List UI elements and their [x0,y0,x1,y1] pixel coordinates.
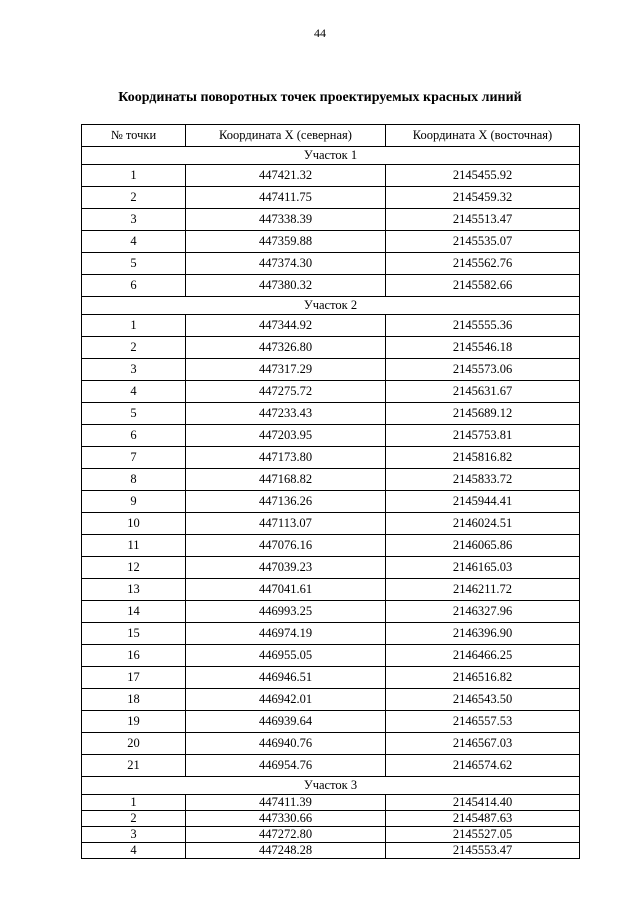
table-row [82,645,580,667]
table-row [82,733,580,755]
point-number-cell: 19 [82,711,186,733]
east-coordinate-cell: 2146327.96 [386,601,580,623]
east-coordinate-cell: 2146516.82 [386,667,580,689]
east-coordinate-cell: 2145689.12 [386,403,580,425]
point-number-cell: 2 [82,187,186,209]
north-coordinate-cell: 447041.61 [186,579,386,601]
north-coordinate-cell: 447113.07 [186,513,386,535]
section-header-row [82,147,580,165]
east-coordinate-cell: 2146396.90 [386,623,580,645]
north-coordinate-cell: 446974.19 [186,623,386,645]
point-number-cell: 1 [82,795,186,811]
east-coordinate-cell: 2145562.76 [386,253,580,275]
point-number-cell: 11 [82,535,186,557]
east-coordinate-cell: 2146024.51 [386,513,580,535]
table-row [82,469,580,491]
table-row [82,557,580,579]
north-coordinate-cell: 447039.23 [186,557,386,579]
point-number-cell: 16 [82,645,186,667]
east-coordinate-cell: 2145535.07 [386,231,580,253]
point-number-cell: 14 [82,601,186,623]
north-coordinate-cell: 447374.30 [186,253,386,275]
table-row [82,187,580,209]
column-header-east-coordinate: Координата X (восточная) [386,125,580,147]
east-coordinate-cell: 2146211.72 [386,579,580,601]
north-coordinate-cell: 447344.92 [186,315,386,337]
table-row [82,711,580,733]
north-coordinate-cell: 447380.32 [186,275,386,297]
table-row [82,513,580,535]
east-coordinate-cell: 2145546.18 [386,337,580,359]
point-number-cell: 2 [82,811,186,827]
table-row [82,601,580,623]
point-number-cell: 3 [82,827,186,843]
east-coordinate-cell: 2145455.92 [386,165,580,187]
point-number-cell: 17 [82,667,186,689]
point-number-cell: 3 [82,359,186,381]
north-coordinate-cell: 447421.32 [186,165,386,187]
east-coordinate-cell: 2145816.82 [386,447,580,469]
table-row [82,425,580,447]
page-number: 44 [314,26,326,40]
table-row [82,827,580,843]
east-coordinate-cell: 2146557.53 [386,711,580,733]
table-row [82,209,580,231]
table-row [82,795,580,811]
table-row [82,535,580,557]
point-number-cell: 6 [82,275,186,297]
north-coordinate-cell: 447317.29 [186,359,386,381]
east-coordinate-cell: 2145513.47 [386,209,580,231]
east-coordinate-cell: 2145527.05 [386,827,580,843]
point-number-cell: 3 [82,209,186,231]
section-header-row [82,777,580,795]
table-row [82,491,580,513]
point-number-cell: 10 [82,513,186,535]
north-coordinate-cell: 446955.05 [186,645,386,667]
table-row [82,623,580,645]
north-coordinate-cell: 446942.01 [186,689,386,711]
point-number-cell: 6 [82,425,186,447]
north-coordinate-cell: 447272.80 [186,827,386,843]
east-coordinate-cell: 2145944.41 [386,491,580,513]
table-row [82,579,580,601]
table-row [82,403,580,425]
east-coordinate-cell: 2146165.03 [386,557,580,579]
point-number-cell: 5 [82,403,186,425]
column-header-point-number: № точки [82,125,186,147]
point-number-cell: 9 [82,491,186,513]
table-row [82,755,580,777]
point-number-cell: 1 [82,315,186,337]
north-coordinate-cell: 446940.76 [186,733,386,755]
table-row [82,337,580,359]
north-coordinate-cell: 447203.95 [186,425,386,447]
column-header-north-coordinate: Координата X (северная) [186,125,386,147]
table-row [82,231,580,253]
north-coordinate-cell: 447326.80 [186,337,386,359]
north-coordinate-cell: 446954.76 [186,755,386,777]
section-title: Участок 1 [82,147,580,165]
table-row [82,359,580,381]
east-coordinate-cell: 2145833.72 [386,469,580,491]
north-coordinate-cell: 447233.43 [186,403,386,425]
north-coordinate-cell: 447275.72 [186,381,386,403]
north-coordinate-cell: 446993.25 [186,601,386,623]
point-number-cell: 21 [82,755,186,777]
table-row [82,165,580,187]
section-header-row [82,297,580,315]
east-coordinate-cell: 2145459.32 [386,187,580,209]
table-row [82,315,580,337]
east-coordinate-cell: 2145753.81 [386,425,580,447]
point-number-cell: 1 [82,165,186,187]
table-row [82,253,580,275]
north-coordinate-cell: 447359.88 [186,231,386,253]
table-row [82,689,580,711]
north-coordinate-cell: 447173.80 [186,447,386,469]
table-row [82,447,580,469]
north-coordinate-cell: 447168.82 [186,469,386,491]
east-coordinate-cell: 2145555.36 [386,315,580,337]
north-coordinate-cell: 447411.75 [186,187,386,209]
point-number-cell: 4 [82,381,186,403]
east-coordinate-cell: 2145582.66 [386,275,580,297]
north-coordinate-cell: 447330.66 [186,811,386,827]
coordinates-table [81,124,580,859]
point-number-cell: 2 [82,337,186,359]
east-coordinate-cell: 2145553.47 [386,843,580,859]
point-number-cell: 8 [82,469,186,491]
east-coordinate-cell: 2145487.63 [386,811,580,827]
table-body [82,147,580,859]
table-row [82,381,580,403]
east-coordinate-cell: 2146466.25 [386,645,580,667]
table-header-row [82,125,580,147]
north-coordinate-cell: 447136.26 [186,491,386,513]
east-coordinate-cell: 2146543.50 [386,689,580,711]
table-row [82,843,580,859]
section-title: Участок 2 [82,297,580,315]
point-number-cell: 4 [82,843,186,859]
section-title: Участок 3 [82,777,580,795]
point-number-cell: 13 [82,579,186,601]
east-coordinate-cell: 2146065.86 [386,535,580,557]
north-coordinate-cell: 447411.39 [186,795,386,811]
north-coordinate-cell: 447338.39 [186,209,386,231]
north-coordinate-cell: 446939.64 [186,711,386,733]
north-coordinate-cell: 447076.16 [186,535,386,557]
east-coordinate-cell: 2145414.40 [386,795,580,811]
point-number-cell: 18 [82,689,186,711]
document-title: Координаты поворотных точек проектируемых красных линий [118,90,522,105]
point-number-cell: 15 [82,623,186,645]
east-coordinate-cell: 2145573.06 [386,359,580,381]
table-row [82,811,580,827]
north-coordinate-cell: 447248.28 [186,843,386,859]
east-coordinate-cell: 2146567.03 [386,733,580,755]
point-number-cell: 12 [82,557,186,579]
east-coordinate-cell: 2145631.67 [386,381,580,403]
table-row [82,667,580,689]
point-number-cell: 20 [82,733,186,755]
point-number-cell: 4 [82,231,186,253]
point-number-cell: 5 [82,253,186,275]
north-coordinate-cell: 446946.51 [186,667,386,689]
table-row [82,275,580,297]
east-coordinate-cell: 2146574.62 [386,755,580,777]
point-number-cell: 7 [82,447,186,469]
